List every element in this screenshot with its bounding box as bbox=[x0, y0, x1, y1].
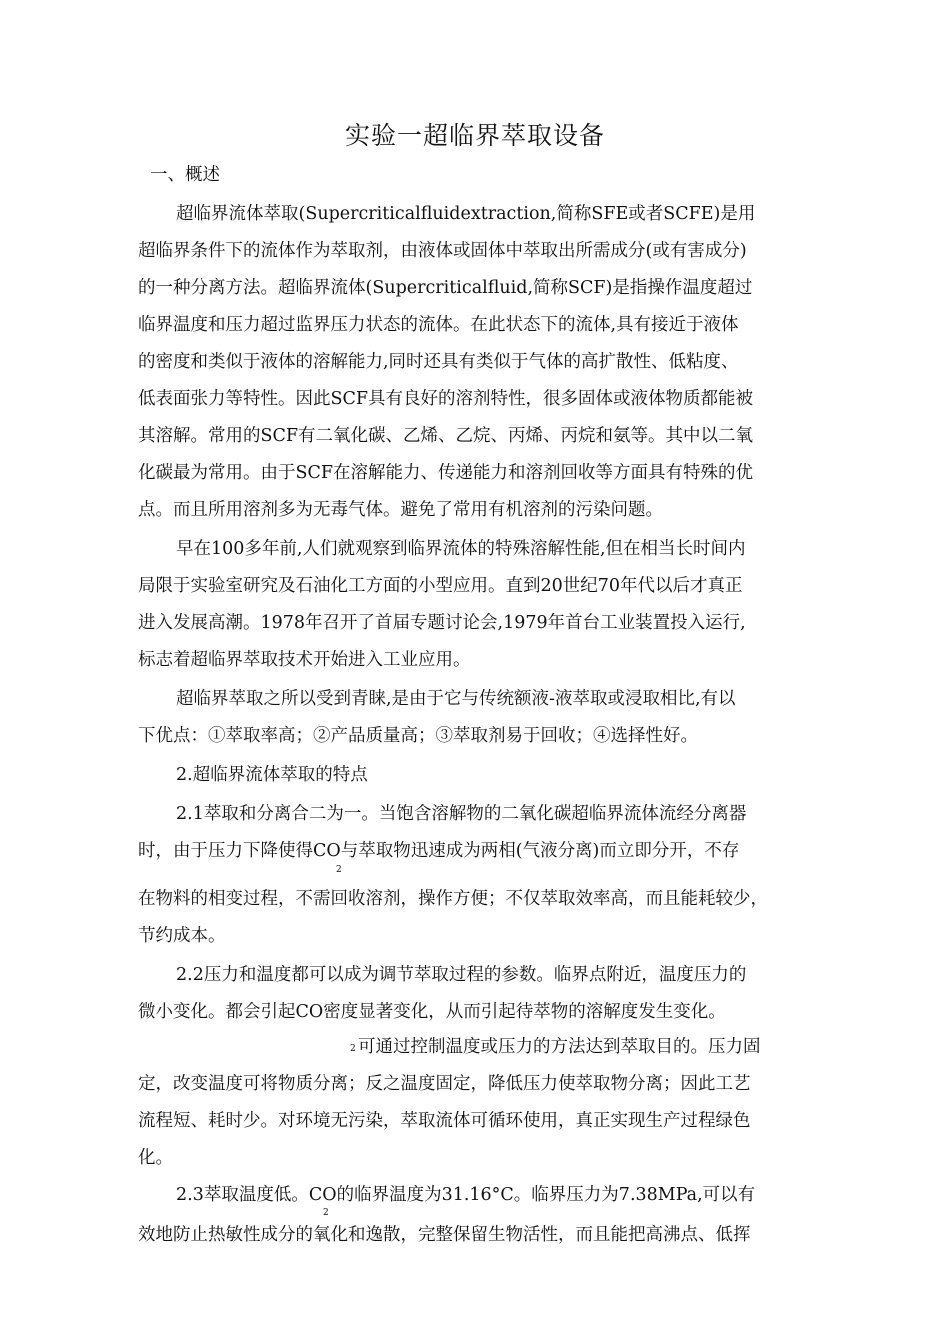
paragraph-line: 临界温度和压力超过监界压力状态的流体。在此状态下的流体,具有接近于液体 bbox=[138, 315, 739, 335]
subscript-2: 2 bbox=[350, 1044, 356, 1054]
paragraph-line: 其溶解。常用的SCF有二氧化碳、乙烯、乙烷、丙烯、丙烷和氨等。其中以二氧 bbox=[138, 426, 754, 446]
paragraph-line: 效地防止热敏性成分的氧化和逸散，完整保留生物活性，而且能把高沸点、低挥 bbox=[138, 1225, 751, 1245]
paragraph-line: 点。而且所用溶剂多为无毒气体。避免了常用有机溶剂的污染问题。 bbox=[138, 500, 663, 520]
paragraph-line: 流程短、耗时少。对环境无污染，萃取流体可循环使用，真正实现生产过程绿色 bbox=[138, 1111, 751, 1131]
paragraph-line: 低表面张力等特性。因此SCF具有良好的溶剂特性，很多固体或液体物质都能被 bbox=[138, 389, 754, 409]
paragraph-line: 局限于实验室研究及石油化工方面的小型应用。直到20世纪70年代以后才真正 bbox=[138, 576, 743, 596]
paragraph-line: 节约成本。 bbox=[138, 926, 226, 946]
subscript-2: 2 bbox=[323, 1208, 329, 1218]
paragraph-line: 微小变化。都会引起CO密度显著变化，从而引起待萃物的溶解度发生变化。 bbox=[138, 1002, 726, 1022]
document-title: 实验一超临界萃取设备 bbox=[344, 121, 605, 150]
paragraph-line: 2.2压力和温度都可以成为调节萃取过程的参数。临界点附近，温度压力的 bbox=[176, 965, 747, 985]
paragraph-line: 的密度和类似于液体的溶解能力,同时还具有类似于气体的高扩散性、低粘度、 bbox=[138, 352, 739, 372]
paragraph-line: 超临界条件下的流体作为萃取剂，由液体或固体中萃取出所需成分(或有害成分) bbox=[138, 241, 747, 261]
paragraph-line: 进入发展高潮。1978年召开了首届专题讨论会,1979年首台工业装置投入运行, bbox=[138, 613, 746, 633]
paragraph-line: 超临界流体萃取(Supercriticalfluidextraction,简称SFE或者SCFE)是用 bbox=[176, 204, 756, 224]
paragraph-line: 标志着超临界萃取技术开始进入工业应用。 bbox=[138, 650, 471, 670]
paragraph-line: 定，改变温度可将物质分离；反之温度固定，降低压力使萃取物分离；因此工艺 bbox=[138, 1074, 751, 1094]
subscript-2: 2 bbox=[336, 865, 342, 875]
paragraph-line: 2.1萃取和分离合二为一。当饱含溶解物的二氧化碳超临界流体流经分离器 bbox=[176, 804, 747, 824]
paragraph-line: 在物料的相变过程，不需回收溶剂，操作方便；不仅萃取效率高，而且能耗较少， bbox=[138, 889, 768, 909]
paragraph-line: 早在100多年前,人们就观察到临界流体的特殊溶解性能,但在相当长时间内 bbox=[176, 539, 746, 559]
paragraph-line: 超临界萃取之所以受到青睐,是由于它与传统额液-液萃取或浸取相比,有以 bbox=[176, 689, 736, 709]
paragraph-line: 的一种分离方法。超临界流体(Supercriticalfluid,简称SCF)是指操作温度超过 bbox=[138, 278, 753, 298]
paragraph-line: 可通过控制温度或压力的方法达到萃取目的。压力固 bbox=[358, 1037, 761, 1057]
paragraph-line: 化碳最为常用。由于SCF在溶解能力、传递能力和溶剂回收等方面具有特殊的优 bbox=[138, 463, 754, 483]
section-heading-overview: 一、概述 bbox=[150, 165, 220, 185]
paragraph-line: 时，由于压力下降使得CO与萃取物迅速成为两相(气液分离)而立即分开，不存 bbox=[138, 841, 740, 861]
paragraph-line: 下优点：①萃取率高；②产品质量高；③萃取剂易于回收；④选择性好。 bbox=[138, 726, 698, 746]
paragraph-line: 2.3萃取温度低。CO的临界温度为31.16°C。临界压力为7.38MPa,可以有 bbox=[176, 1185, 756, 1205]
section-heading-features: 2.超临界流体萃取的特点 bbox=[176, 765, 368, 785]
paragraph-line: 化。 bbox=[138, 1148, 173, 1168]
